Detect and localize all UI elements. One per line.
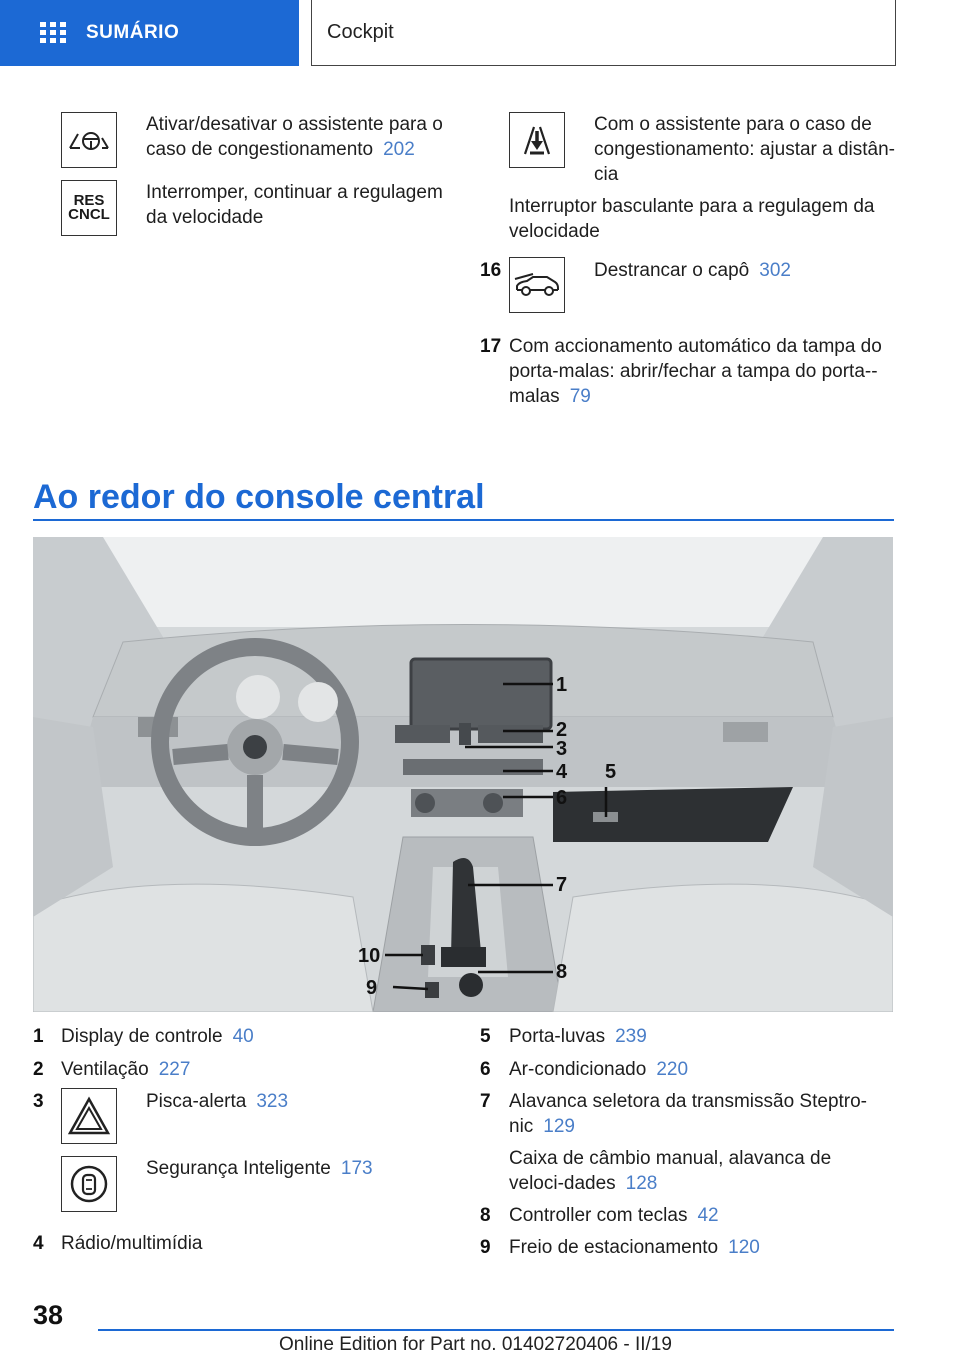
figure-callout: 9 — [366, 977, 378, 999]
list-item: Caixa de câmbio manual, alavanca de veloci-dades 128 — [509, 1148, 832, 1194]
item-number: 1 — [33, 1026, 44, 1047]
section-divider — [33, 519, 894, 521]
breadcrumb-label: Cockpit — [327, 21, 394, 43]
breadcrumb — [311, 0, 896, 66]
top-navigation-bar — [0, 0, 960, 66]
figure-callout: 6 — [556, 787, 568, 809]
footer-divider — [98, 1329, 894, 1331]
item-number: 9 — [480, 1237, 491, 1258]
list-item: Pisca-alerta 323 — [146, 1091, 289, 1112]
page-number: 38 — [33, 1300, 64, 1330]
item-number: 16 — [480, 260, 502, 281]
edition-footer: Online Edition for Part no. 01402720406 - II/19 — [279, 1334, 672, 1355]
res-cncl-icon: RES CNCL — [61, 180, 117, 236]
list-item: Freio de estacionamento 120 — [509, 1237, 760, 1258]
item-number: 4 — [33, 1233, 44, 1254]
page-reference-link[interactable]: 202 — [383, 139, 415, 160]
list-item: Destrancar o capô 302 — [594, 260, 791, 281]
page-reference-link[interactable]: 302 — [759, 260, 791, 281]
intelligent-safety-icon — [61, 1156, 117, 1212]
list-item: Com o assistente para o caso de congestionamento: ajustar a distân-cia — [594, 114, 896, 185]
list-item: Interruptor basculante para a regulagem da velocidade — [509, 196, 875, 242]
page-reference-link[interactable]: 42 — [697, 1205, 719, 1226]
figure-callout: 8 — [556, 961, 568, 983]
list-item: Alavanca seletora da transmissão Steptro-nic 129 — [509, 1091, 868, 1137]
list-item: Segurança Inteligente 173 — [146, 1158, 373, 1179]
page-reference-link[interactable]: 220 — [656, 1059, 689, 1080]
item-number: 5 — [480, 1026, 491, 1047]
list-item: Ventilação 227 — [61, 1059, 191, 1080]
sumario-button[interactable] — [0, 0, 299, 66]
figure-callout: 7 — [556, 874, 568, 896]
item-number: 3 — [33, 1091, 44, 1112]
figure-callout: 4 — [556, 761, 568, 783]
item-number: 2 — [33, 1059, 44, 1080]
list-item: Rádio/multimídia — [61, 1233, 203, 1254]
distance-adjust-icon — [509, 112, 565, 168]
list-item: Controller com teclas 42 — [509, 1205, 719, 1226]
page-reference-link[interactable]: 120 — [728, 1237, 760, 1258]
list-item: Porta-luvas 239 — [509, 1026, 647, 1047]
dashboard-illustration — [33, 537, 893, 1012]
figure-callout: 1 — [556, 674, 568, 696]
figure-callout: 2 — [556, 719, 568, 741]
hood-release-icon — [509, 257, 565, 313]
page-reference-link[interactable]: 128 — [625, 1173, 658, 1194]
list-item: Display de controle 40 — [61, 1026, 254, 1047]
section-title: Ao redor do console central — [33, 478, 485, 516]
page-reference-link[interactable]: 323 — [256, 1091, 289, 1112]
traffic-jam-assistant-icon — [61, 112, 117, 168]
figure-callout: 3 — [556, 738, 568, 760]
hazard-warning-icon — [61, 1088, 117, 1144]
list-item: Ativar/desativar o assistente para o caso de congestionamento 202 — [146, 114, 443, 160]
figure-callout: 5 — [605, 761, 617, 783]
page-reference-link[interactable]: 173 — [340, 1158, 373, 1179]
list-item: Com accionamento automático da tampa do porta-malas: abrir/fechar a tampa do porta--malas 79 — [509, 336, 882, 407]
list-item: Interromper, continuar a regulagem da velocidade — [146, 182, 443, 228]
page-reference-link[interactable]: 227 — [158, 1059, 191, 1080]
item-number: 8 — [480, 1205, 491, 1226]
sumario-label: SUMÁRIO — [86, 22, 180, 43]
figure-callout: 10 — [358, 945, 381, 967]
page-reference-link[interactable]: 239 — [615, 1026, 647, 1047]
item-number: 6 — [480, 1059, 491, 1080]
page-reference-link[interactable]: 40 — [232, 1026, 254, 1047]
page-reference-link[interactable]: 129 — [543, 1116, 575, 1137]
grid-menu-icon — [40, 22, 66, 44]
list-item: Ar-condicionado 220 — [509, 1059, 689, 1080]
item-number: 17 — [480, 336, 502, 357]
page-reference-link[interactable]: 79 — [569, 386, 591, 407]
item-number: 7 — [480, 1091, 491, 1112]
